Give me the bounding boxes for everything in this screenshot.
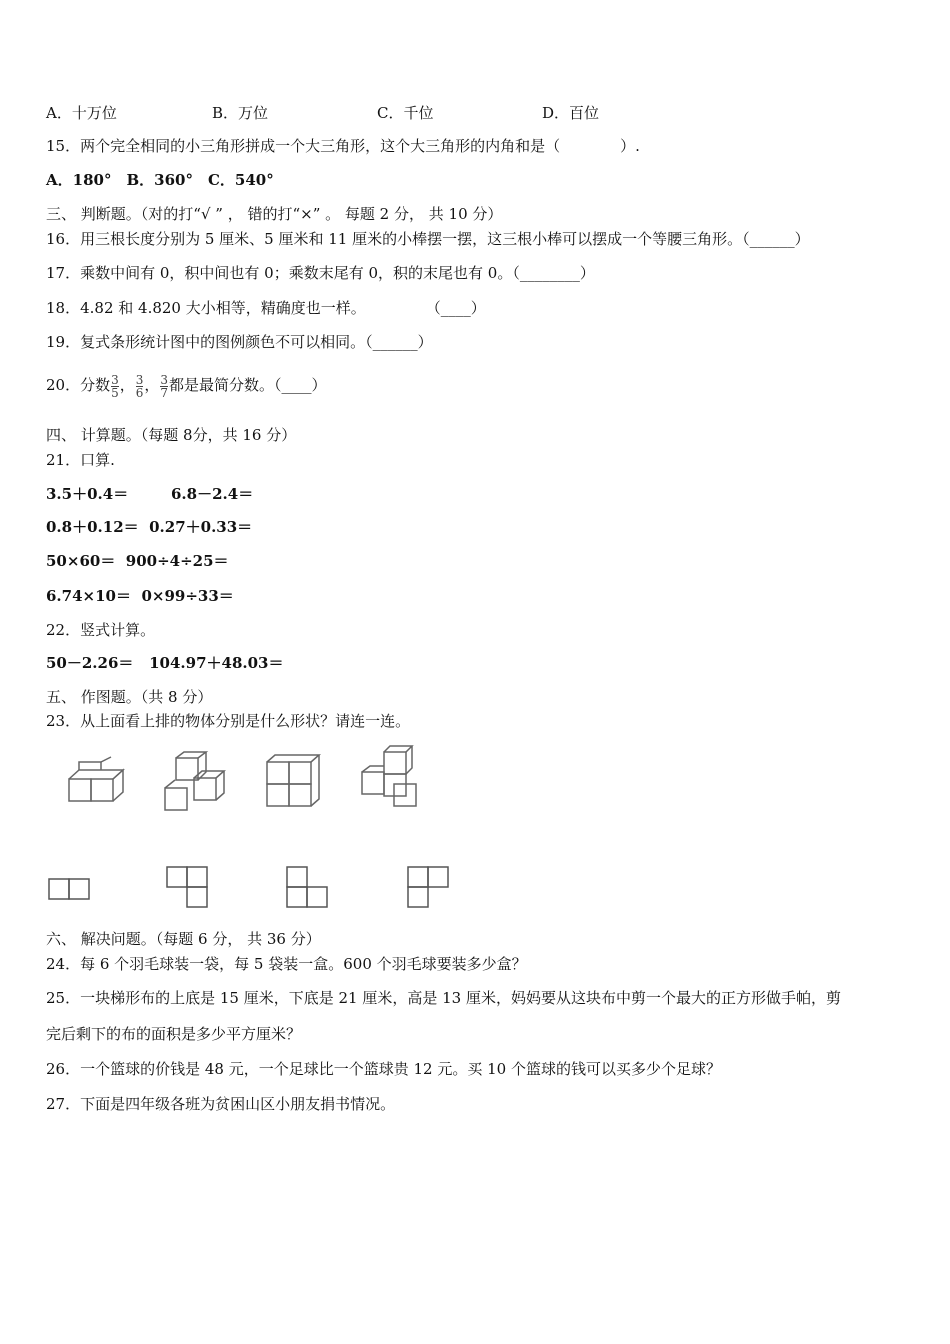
q21-row-3: 50×60＝ 900÷4÷25＝ bbox=[46, 552, 229, 570]
top-view-shape-3 bbox=[286, 866, 330, 910]
q21-row-2: 0.8＋0.12＝ 0.27＋0.33＝ bbox=[46, 518, 253, 536]
top-view-shape-4 bbox=[407, 866, 451, 910]
section5-title: 五、 作图题。（共 8 分） bbox=[46, 688, 213, 706]
fraction-3-5: $\frac{3}{5}$ bbox=[111, 372, 119, 400]
cube-figure-3 bbox=[264, 752, 324, 812]
q17-text: 17．乘数中间有 0，积中间也有 0；乘数末尾有 0，积的末尾也有 0。（________） bbox=[46, 264, 595, 282]
section3-title: 三、 判断题。（对的打“√ ” ， 错的打“×” 。 每题 2 分， 共 10 分） bbox=[46, 205, 503, 223]
q16-text: 16．用三根长度分别为 5 厘米、5 厘米和 11 厘米的小棒摆一摆，这三根小棒可以摆成一个等腰三角形。（______） bbox=[46, 230, 810, 248]
q20-prefix: 20．分数 bbox=[46, 376, 111, 394]
q14-option-b: B．万位 bbox=[212, 104, 269, 122]
cube-figure-1 bbox=[66, 762, 126, 808]
q15-text: 15．两个完全相同的小三角形拼成一个大三角形，这个大三角形的内角和是（ ）. bbox=[46, 137, 640, 155]
q14-option-d: D．百位 bbox=[542, 104, 600, 122]
q25-text-line1: 25．一块梯形布的上底是 15 厘米，下底是 21 厘米，高是 13 厘米，妈妈要从这块布中剪一个最大的正方形做手帕，剪 bbox=[46, 989, 841, 1007]
q21-text: 21．口算. bbox=[46, 451, 115, 469]
q24-text: 24．每 6 个羽毛球装一袋，每 5 袋装一盒。600 个羽毛球要装多少盒？ bbox=[46, 955, 527, 973]
top-view-shape-2 bbox=[166, 866, 210, 910]
q21-expr: 3.5＋0.4＝ bbox=[46, 485, 129, 503]
q20-suffix: 都是最简分数。（____） bbox=[169, 376, 327, 394]
q22-text: 22．竖式计算。 bbox=[46, 621, 156, 639]
q21-expr: 6.8－2.4＝ bbox=[171, 485, 254, 503]
q20-text: 20．分数 $\frac{3}{5}$ ， $\frac{3}{6}$ ， $\frac{3}{7}$ 都是最简分数。（____） bbox=[46, 372, 327, 400]
q14-option-a: A．十万位 bbox=[46, 104, 117, 122]
fraction-3-7: $\frac{3}{7}$ bbox=[160, 372, 169, 400]
q22-row: 50－2.26＝ 104.97＋48.03＝ bbox=[46, 654, 284, 672]
q18-text: 18．4.82 和 4.820 大小相等，精确度也一样。 （____） bbox=[46, 299, 486, 317]
cube-figure-2 bbox=[162, 752, 227, 812]
q25-text-line2: 完后剩下的布的面积是多少平方厘米？ bbox=[46, 1025, 302, 1043]
q21-row-4: 6.74×10＝ 0×99÷33＝ bbox=[46, 587, 234, 605]
section4-title: 四、 计算题。（每题 8分，共 16 分） bbox=[46, 426, 297, 444]
top-view-shape-1 bbox=[48, 878, 92, 902]
q14-option-c: C．千位 bbox=[377, 104, 434, 122]
fraction-3-6: $\frac{3}{6}$ bbox=[135, 372, 144, 400]
cube-figure-4 bbox=[358, 744, 426, 810]
q23-text: 23．从上面看上排的物体分别是什么形状？请连一连。 bbox=[46, 712, 411, 730]
q15-options: A．180° B．360° C．540° bbox=[46, 171, 274, 189]
section6-title: 六、 解决问题。（每题 6 分， 共 36 分） bbox=[46, 930, 321, 948]
q26-text: 26．一个篮球的价钱是 48 元，一个足球比一个篮球贵 12 元。买 10 个篮球的钱可以买多少个足球？ bbox=[46, 1060, 721, 1078]
q27-text: 27．下面是四年级各班为贫困山区小朋友捐书情况。 bbox=[46, 1095, 396, 1113]
q19-text: 19．复式条形统计图中的图例颜色不可以相同。（______） bbox=[46, 333, 433, 351]
